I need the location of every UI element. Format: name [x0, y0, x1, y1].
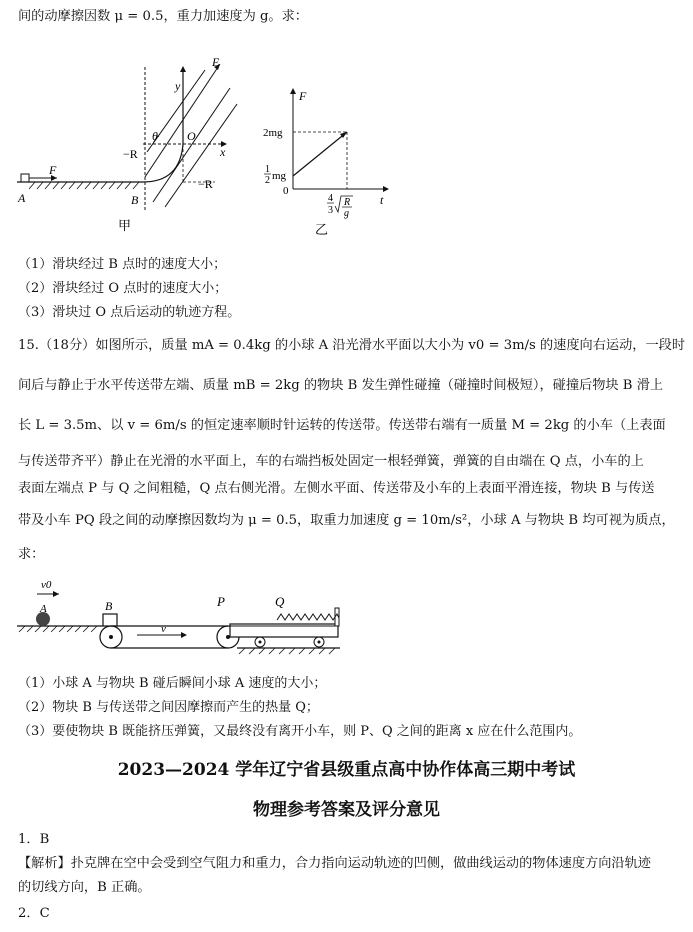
label-t-den: 3: [328, 205, 333, 216]
label-2mg: 2mg: [263, 127, 283, 139]
answer-key-title: 2023—2024 学年辽宁省县级重点高中协作体高三期中考试: [117, 760, 576, 780]
label-O: O: [187, 129, 196, 143]
answer-1-explanation: 的切线方向，B 正确。: [18, 880, 151, 895]
problem-15-line: 带及小车 PQ 段之间的动摩擦因数均为 μ = 0.5，取重力加速度 g = 10m/s²，小球 A 与物块 B 均可视为质点，: [18, 513, 675, 528]
figure-jia: [15, 52, 240, 237]
label-F: F: [49, 163, 57, 177]
question-14-2: （2）滑块经过 O 点时的速度大小；: [18, 281, 228, 296]
text-line: 间的动摩擦因数 μ = 0.5，重力加速度为 g。求：: [18, 9, 308, 24]
answer-1-explanation: 【解析】扑克牌在空中会受到空气阻力和重力，合力指向运动轨迹的凹侧，做曲线运动的物体速度方向沿轨迹: [18, 856, 651, 871]
caption-yi: 乙: [315, 222, 329, 237]
label-negR-left: −R: [123, 147, 138, 161]
label-negR-right: −R: [198, 177, 213, 191]
label-A: A: [18, 191, 26, 205]
question-14-1: （1）滑块经过 B 点时的速度大小；: [18, 257, 227, 272]
problem-15-line: 15.（18分）如图所示，质量 mA = 0.4kg 的小球 A 沿光滑水平面以大小为 v0 = 3m/s 的速度向右运动，一段时: [18, 338, 686, 353]
label-y: y: [175, 79, 181, 93]
answer-2: 2．C: [18, 906, 50, 921]
label-theta: θ: [152, 129, 158, 143]
label-B: B: [131, 193, 139, 207]
label-B: B: [105, 599, 113, 613]
label-t-num: 4: [328, 193, 333, 204]
problem-15-line: 求：: [18, 547, 45, 562]
label-t-R: R: [344, 197, 351, 208]
label-v: v: [161, 623, 166, 635]
label-E: E: [212, 55, 220, 69]
label-mg: mg: [272, 170, 287, 182]
figure-conveyor: [15, 572, 350, 667]
label-F: F: [299, 89, 307, 103]
question-15-2: （2）物块 B 与传送带之间因摩擦而产生的热量 Q；: [18, 700, 319, 715]
problem-15-line: 表面左端点 P 与 Q 之间粗糙，Q 点右侧光滑。左侧水平面、传送带及小车的上表面平滑连接，物块 B 与传送: [18, 481, 655, 496]
label-P: P: [217, 594, 225, 609]
label-half-den: 2: [265, 175, 270, 186]
problem-15-line: 间后与静止于水平传送带左端、质量 mB = 2kg 的物块 B 发生弹性碰撞（碰撞时间极短），碰撞后物块 B 滑上: [18, 378, 664, 393]
label-t-g: g: [344, 208, 349, 219]
label-A: A: [40, 603, 47, 615]
label-zero: 0: [283, 185, 289, 197]
label-v0: v0: [41, 579, 52, 591]
answer-1: 1．B: [18, 832, 50, 847]
question-15-1: （1）小球 A 与物块 B 碰后瞬间小球 A 速度的大小；: [18, 676, 327, 691]
figure-yi: [255, 84, 395, 239]
label-t: t: [380, 193, 384, 207]
label-x: x: [220, 145, 226, 159]
problem-15-line: 与传送带齐平）静止在光滑的水平面上，车的右端挡板处固定一根轻弹簧，弹簧的自由端在 Q 点，小车的上: [18, 454, 644, 469]
problem-15-line: 长 L = 3.5m、以 v = 6m/s 的恒定速率顺时针运转的传送带。传送带右端有一质量 M = 2kg 的小车（上表面: [18, 418, 666, 433]
question-14-3: （3）滑块过 O 点后运动的轨迹方程。: [18, 305, 241, 320]
caption-jia: 甲: [118, 218, 132, 233]
answer-key-subtitle: 物理参考答案及评分意见: [253, 800, 440, 820]
question-15-3: （3）要使物块 B 既能挤压弹簧，又最终没有离开小车，则 P、Q 之间的距离 x 应在什么范围内。: [18, 724, 582, 739]
label-half-num: 1: [265, 164, 270, 175]
label-Q: Q: [275, 594, 285, 609]
